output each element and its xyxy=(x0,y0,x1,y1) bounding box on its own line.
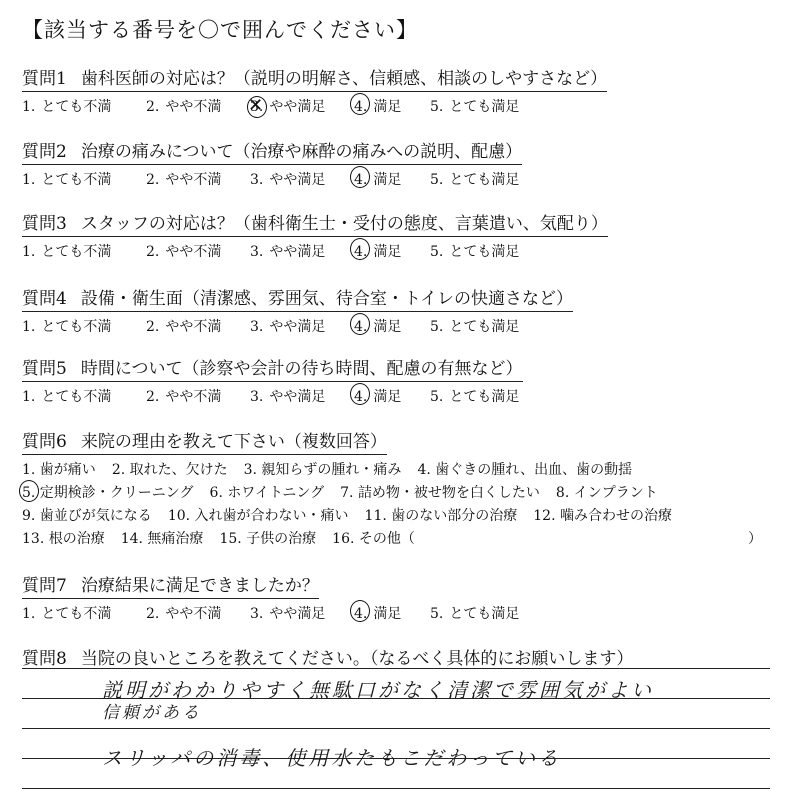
option-number: 3. xyxy=(250,172,264,188)
question-text: 時間について（診察や会計の待ち時間、配慮の有無など） xyxy=(80,359,523,379)
option-number: 1. xyxy=(22,389,36,405)
option-label: やや不満 xyxy=(165,244,222,260)
reason-number: 4. xyxy=(417,462,431,478)
reason-number: 6. xyxy=(209,485,223,501)
reason-number: 11. xyxy=(364,508,387,524)
option-label: とても満足 xyxy=(449,389,520,405)
question-number: 質問3 xyxy=(22,214,67,234)
handwritten-answer-line: 信頼がある xyxy=(102,703,202,723)
other-paren-close: ） xyxy=(748,531,762,547)
question-text: 治療の痛みについて（治療や麻酔の痛みへの説明、配慮） xyxy=(80,142,523,162)
reason-label: 定期検診・クリーニング xyxy=(35,485,194,501)
reason-number: 12. xyxy=(533,508,556,524)
option-number: 4. xyxy=(354,389,368,405)
option-5[interactable] xyxy=(430,241,560,261)
option-1[interactable] xyxy=(22,386,146,406)
option-label: やや不満 xyxy=(165,319,222,335)
reason-item[interactable] xyxy=(219,528,316,551)
reason-row xyxy=(22,459,782,482)
option-number: 5. xyxy=(430,99,444,115)
option-number: 3. xyxy=(250,606,264,622)
option-number: 1. xyxy=(22,606,36,622)
option-3[interactable] xyxy=(250,316,354,336)
reason-number: 9. xyxy=(22,508,36,524)
option-4[interactable] xyxy=(354,96,430,116)
reason-item[interactable] xyxy=(417,459,632,482)
question-heading xyxy=(22,427,387,455)
option-list xyxy=(22,316,782,336)
option-number: 4. xyxy=(354,606,368,622)
reason-label: 歯並びが気になる xyxy=(35,508,152,524)
question-number: 質問2 xyxy=(22,142,67,162)
question-text: 治療結果に満足できましたか？ xyxy=(80,576,319,596)
option-number: 4. xyxy=(354,319,368,335)
reason-item[interactable] xyxy=(210,482,325,505)
reason-item[interactable] xyxy=(244,459,402,482)
option-label: とても不満 xyxy=(41,319,112,335)
question-text: 歯科医師の対応は？（説明の明解さ、信頼感、相談のしやすさなど） xyxy=(80,69,608,89)
option-label: やや不満 xyxy=(165,172,222,188)
option-label: とても満足 xyxy=(449,606,520,622)
option-1[interactable] xyxy=(22,169,146,189)
option-label: やや不満 xyxy=(165,606,222,622)
option-list xyxy=(22,169,782,189)
reason-label: 歯のない部分の治療 xyxy=(386,508,518,524)
option-label: 満足 xyxy=(373,99,402,115)
reason-label: 詰め物・被せ物を白くしたい xyxy=(353,485,540,501)
option-2[interactable] xyxy=(146,169,250,189)
reason-row xyxy=(22,505,782,528)
option-label: とても不満 xyxy=(41,606,112,622)
reason-item[interactable] xyxy=(22,459,96,482)
option-number: 4. xyxy=(354,99,368,115)
question-number: 質問4 xyxy=(22,289,67,309)
handwritten-answer-line: 説明がわかりやすく無駄口がなく清潔で雰囲気がよい xyxy=(102,678,654,702)
reason-item[interactable] xyxy=(168,505,349,528)
option-label: 満足 xyxy=(373,172,402,188)
reason-label: 入れ歯が合わない・痛い xyxy=(190,508,349,524)
option-3[interactable] xyxy=(250,386,354,406)
option-5[interactable] xyxy=(430,96,560,116)
option-number: 3. xyxy=(250,244,264,260)
option-number: 3. ✕ xyxy=(250,99,263,115)
option-number: 2. xyxy=(146,99,160,115)
option-number: 1. xyxy=(22,99,36,115)
option-number: 5. xyxy=(430,319,444,335)
option-2[interactable] xyxy=(146,386,250,406)
option-label: やや満足 xyxy=(269,244,326,260)
reason-list xyxy=(22,459,782,551)
reason-item[interactable] xyxy=(332,528,415,551)
option-label: 満足 xyxy=(373,606,402,622)
option-label: 満足 xyxy=(373,389,402,405)
option-3[interactable] xyxy=(250,169,354,189)
option-number: 1. xyxy=(22,244,36,260)
option-list xyxy=(22,386,782,406)
option-number: 3. xyxy=(250,319,264,335)
ruled-line xyxy=(22,788,770,789)
question-heading xyxy=(22,64,607,92)
option-number: 5. xyxy=(430,389,444,405)
reason-label: 子供の治療 xyxy=(241,531,317,547)
reason-number: 8. xyxy=(555,485,570,501)
option-1[interactable] xyxy=(22,603,146,623)
reason-number: 16. xyxy=(332,531,355,547)
reason-label: 無痛治療 xyxy=(142,531,204,547)
reason-label: 噛み合わせの治療 xyxy=(555,508,672,524)
option-label: 満足 xyxy=(373,319,402,335)
question-7 xyxy=(22,571,782,623)
reason-number: 15. xyxy=(219,531,242,547)
reason-label: 歯ぐきの腫れ、出血、歯の動揺 xyxy=(430,462,633,478)
question-heading xyxy=(22,284,573,312)
question-number: 質問1 xyxy=(22,69,67,89)
reason-item[interactable] xyxy=(556,482,658,505)
question-number: 質問5 xyxy=(22,359,67,379)
option-label: とても不満 xyxy=(41,172,112,188)
option-list xyxy=(22,96,782,116)
option-3[interactable] xyxy=(250,241,354,261)
reason-number: 5. xyxy=(22,485,36,501)
option-label: やや満足 xyxy=(269,606,326,622)
reason-label: 取れた、欠けた xyxy=(125,462,228,478)
question-text: 当院の良いところを教えてください。（なるべく具体的にお願いします） xyxy=(80,649,634,669)
reason-item[interactable] xyxy=(22,528,105,551)
reason-number: 3. xyxy=(243,462,257,478)
reason-item[interactable] xyxy=(22,505,152,528)
reason-number: 7. xyxy=(340,485,354,501)
option-5[interactable] xyxy=(430,386,560,406)
question-heading xyxy=(22,644,633,671)
option-list xyxy=(22,603,782,623)
option-number: 3. xyxy=(250,389,264,405)
option-2[interactable] xyxy=(146,241,250,261)
option-5[interactable] xyxy=(430,169,560,189)
reason-item[interactable] xyxy=(121,528,204,551)
option-number: 4. xyxy=(354,172,368,188)
option-label: やや満足 xyxy=(269,99,326,115)
reason-number: 10. xyxy=(167,508,191,524)
option-number: 2. xyxy=(146,172,160,188)
question-2 xyxy=(22,137,782,189)
option-4[interactable] xyxy=(354,386,430,406)
reason-label: ホワイトニング xyxy=(222,485,325,501)
question-heading xyxy=(22,354,523,382)
option-number: 5. xyxy=(430,606,444,622)
reason-row xyxy=(22,482,782,505)
option-label: とても満足 xyxy=(449,244,520,260)
option-1[interactable] xyxy=(22,96,146,116)
option-label: とても満足 xyxy=(449,319,520,335)
option-number: 4. xyxy=(354,244,368,260)
question-text: 来院の理由を教えて下さい（複数回答） xyxy=(80,432,387,452)
question-number: 質問6 xyxy=(22,432,67,452)
option-number: 2. xyxy=(146,244,160,260)
reason-label: 親知らずの腫れ・痛み xyxy=(256,462,402,478)
option-2[interactable] xyxy=(146,316,250,336)
option-number: 5. xyxy=(430,244,444,260)
reason-label: 歯が痛い xyxy=(35,462,96,478)
option-2[interactable] xyxy=(146,603,250,623)
option-number: 5. xyxy=(430,172,444,188)
question-5 xyxy=(22,354,782,406)
option-number: 1. xyxy=(22,319,36,335)
ruled-line xyxy=(22,668,770,669)
option-4[interactable] xyxy=(354,241,430,261)
question-heading xyxy=(22,571,319,599)
reason-item[interactable] xyxy=(340,482,540,505)
option-4[interactable] xyxy=(354,169,430,189)
option-label: とても満足 xyxy=(449,99,520,115)
reason-item[interactable] xyxy=(112,459,228,482)
reason-item[interactable] xyxy=(22,482,194,505)
reason-label: インプラント xyxy=(569,485,658,501)
reason-row xyxy=(22,528,782,551)
option-label: 満足 xyxy=(373,244,402,260)
option-3[interactable] xyxy=(250,603,354,623)
reason-label: 根の治療 xyxy=(44,531,105,547)
question-heading xyxy=(22,137,522,165)
question-number: 質問7 xyxy=(22,576,67,596)
option-3[interactable] xyxy=(250,96,354,116)
option-1[interactable] xyxy=(22,241,146,261)
reason-number: 1. xyxy=(22,462,36,478)
handwritten-answer-line: スリッパの消毒、使用水たもこだわっている xyxy=(102,746,561,770)
option-number: 2. xyxy=(146,606,160,622)
option-label: やや不満 xyxy=(165,99,222,115)
reason-item[interactable] xyxy=(365,505,518,528)
question-text: スタッフの対応は？（歯科衛生士・受付の態度、言葉遣い、気配り） xyxy=(80,214,608,234)
option-label: やや満足 xyxy=(269,389,326,405)
question-4 xyxy=(22,284,782,336)
option-label: やや満足 xyxy=(269,319,326,335)
option-5[interactable] xyxy=(430,316,560,336)
reason-number: 14. xyxy=(120,531,143,547)
question-number: 質問8 xyxy=(22,649,67,669)
question-1 xyxy=(22,64,782,116)
option-4[interactable] xyxy=(354,316,430,336)
option-1[interactable] xyxy=(22,316,146,336)
question-3 xyxy=(22,209,782,261)
option-list xyxy=(22,241,782,261)
page-title: 【該当する番号を〇で囲んでください】 xyxy=(22,18,418,42)
option-label: やや満足 xyxy=(269,172,326,188)
option-5[interactable] xyxy=(430,603,560,623)
reason-label: その他（ xyxy=(354,531,415,547)
option-label: とても不満 xyxy=(41,99,112,115)
reason-number: 13. xyxy=(22,531,45,547)
option-label: やや不満 xyxy=(165,389,222,405)
question-6 xyxy=(22,427,782,551)
option-label: とても不満 xyxy=(41,389,112,405)
reason-item[interactable] xyxy=(533,505,672,528)
option-4[interactable] xyxy=(354,603,430,623)
question-8 xyxy=(22,644,782,671)
question-heading xyxy=(22,209,608,237)
option-number: 2. xyxy=(146,319,160,335)
option-2[interactable] xyxy=(146,96,250,116)
question-text: 設備・衛生面（清潔感、雰囲気、待合室・トイレの快適さなど） xyxy=(80,289,573,309)
option-number: 2. xyxy=(146,389,160,405)
option-label: とても不満 xyxy=(41,244,112,260)
option-label: とても満足 xyxy=(449,172,520,188)
answer-area[interactable] xyxy=(22,668,770,808)
ruled-line xyxy=(22,728,770,729)
option-number: 1. xyxy=(22,172,36,188)
reason-number: 2. xyxy=(111,462,126,478)
